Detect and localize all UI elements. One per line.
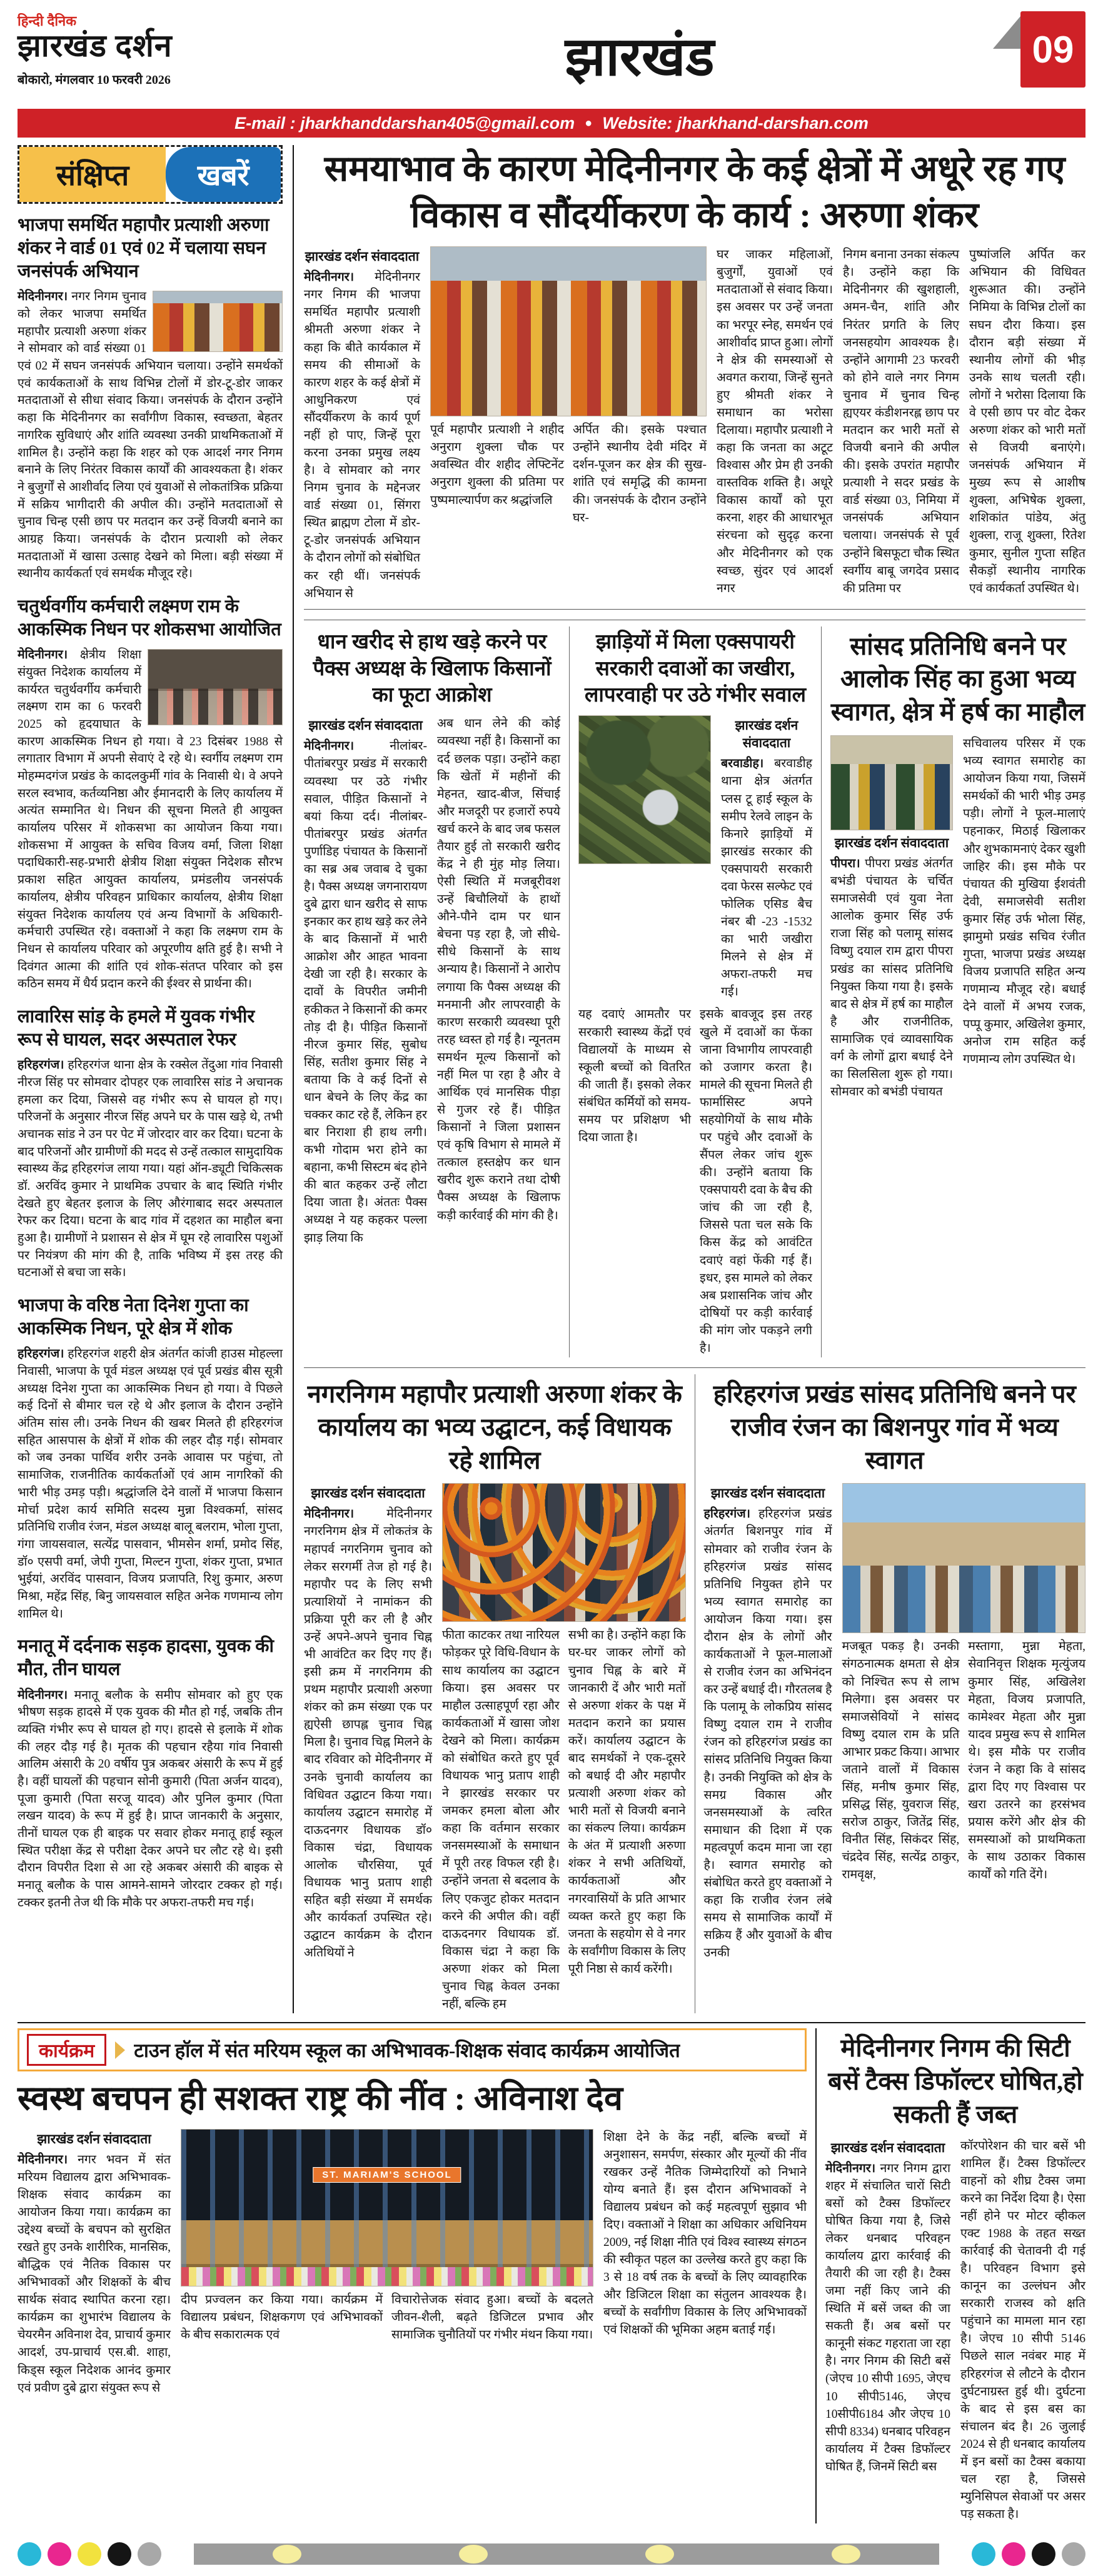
byline: झारखंड दर्शन संवाददाता xyxy=(305,249,420,264)
brief-body: नगर निगम चुनाव को लेकर भाजपा समर्थित महापौर प्रत्याशी अरुणा शंकर ने सोमवार को वार्ड संख्या 01 एवं 02 में सघन जनसंपर्क अभियान चलाया। उन्होंने समर्थकों एवं कार्यकताओं के साथ विभिन्न टोलों में डोर-टू-डोर जाकर मतदाताओं से सीधा संवाद किया। जनसंपर्क के दौरान उन्होंने कहा कि मेदिनीनगर का सर्वांगीण विकास, स्वच्छता, बेहतर नागरिक सुविधाएं और शांति व्यवस्था उनकी प्राथमिकताओं में शामिल है। उन्होंने कहा कि शहर को एक आदर्श नगर निगम बनाने के लिए निरंतर विकास कार्यों की आवश्यकता है। शंकर ने बुजुर्गों से आशीर्वाद लिया एवं युवाओं से लोकतांत्रिक प्रक्रिया में सक्रिय भागीदारी की अपील की। उन्होंने मतदाताओं से चुनाव चिन्ह एसी छाप पर मतदान कर उन्हें विजयी बनाने का आग्रह किया। जनसंपर्क के दौरान प्रत्याशी को लेकर मतदाताओं में खासा उत्साह देखने को मिला। बड़ी संख्या में स्थानीय कार्यकर्ता एवं समर्थक मौजूद रहे। xyxy=(18,290,283,581)
school-banner-text: ST. MARIAM'S SCHOOL xyxy=(313,2167,461,2183)
article-column: नीलांबर-पीतांबरपुर प्रखंड में सरकारी व्यवस्था पर उठे गंभीर सवाल, पीड़ित किसानों ने बयां किया दर्द। नीलांबर-पीतांबरपुर प्रखंड अंतर्गत पुर्णाडिह पंचायत के किसानों का सब्र अब जवाब दे चुका है। पैक्स अध्यक्ष जगनारायण दुबे द्वारा धान खरीद से साफ इनकार कर हाथ खड़े कर लेने के बाद किसानों में भारी आक्रोश और आहत भावना देखी जा रही है। सरकार के दावों के विपरीत जमीनी हकीकत ने किसानों की कमर तोड़ दी है। पीड़ित किसानों नीरज कुमार सिंह, सुबोध सिंह, सतीश कुमार सिंह ने बताया कि वे कई दिनों से धान बेचने के लिए केंद्र का चक्कर काट रहे हैं, लेकिन हर बार निराशा ही हाथ लगी। कभी गोदाम भरा होने का बहाना, कभी सिस्टम बंद होने की बात कहकर उन्हें लौटा दिया जाता है। अंततः पैक्स अध्यक्ष ने यह कहकर पल्ला झाड़ लिया कि xyxy=(304,740,427,1245)
office-photo xyxy=(442,1483,686,1622)
lead-headline: समयाभाव के कारण मेदिनीनगर के कई क्षेत्रों में अधूरे रह गए विकास व सौंदर्यीकरण के कार्य : अरुणा शंकर xyxy=(324,149,1065,236)
article-column: शिक्षा देने के केंद्र नहीं, बल्कि बच्चों में अनुशासन, समर्पण, संस्कार और मूल्यों की नींव रखकर उन्हें नैतिक जिम्मेदारियों को निभाने योग्य बनाते हैं। इस दौरान अभिभावकों ने विद्यालय प्रबंधन को कई महत्वपूर्ण सुझाव भी दिए। वक्ताओं ने शिक्षा का अधिकार अधिनियम 2009, नई शिक्षा नीति एवं विश्व स्वास्थ्य संगठन की स्वीकृत पहल का उल्लेख करते हुए कहा कि 3 से 18 वर्ष तक के बच्चों के लिए व्यावहारिक और डिजिटल शिक्षा का संतुलन आवश्यक है। बच्चों के सर्वांगीण विकास के लिए अभिभावकों एवं शिक्षकों की भूमिका अहम बताई गई। xyxy=(603,2130,807,2337)
program-label: कार्यक्रम xyxy=(27,2034,106,2066)
school-photo xyxy=(181,2129,593,2287)
article-column: सभी का है। उन्होंने कहा कि घर-घर जाकर लोगों को चुनाव चिह्न के बारे में जानकारी दें और भारी मतों से अरुणा शंकर के पक्ष में मतदान कराने का प्रयास करें। कार्यालय उद्घाटन के बाद समर्थकों ने एक-दूसरे को बधाई दी और महापौर प्रत्याशी अरुणा शंकर को भारी मतों से विजयी बनाने का संकल्प लिया। कार्यक्रम के अंत में प्रत्याशी अरुणा शंकर ने सभी अतिथियों, कार्यकताओं और नगरवासियों के प्रति आभार व्यक्त करते हुए कहा कि जनता के सहयोग से वे नगर के सर्वांगीण विकास के लिए पूरी निष्ठा से कार्य करेंगी। xyxy=(568,1629,686,1976)
article-column: बरवाडीह थाना क्षेत्र अंतर्गत प्लस टू हाई स्कूल के समीप रेलवे लाइन के किनारे झाड़ियों में झारखंड सरकार की एक्सपायरी सरकारी दवा फेरस सल्फेट एवं फोलिक एसिड बैच नंबर बी -23 -1532 का भारी जखीरा मिलने से क्षेत्र में अफरा-तफरी मच गई। xyxy=(721,757,812,999)
cyan-dot-icon xyxy=(18,2542,41,2566)
article-column: हरिहरगंज प्रखंड अंतर्गत बिशनपुर गांव में सोमवार को राजीव रंजन के हरिहरगंज प्रखंड सांसद प्रतिनिधि नियुक्त होने पर भव्य स्वागत समारोह का आयोजन किया गया। इस दौरान क्षेत्र के लोगों और कार्यकताओं ने फूल-मालाओं से राजीव रंजन का अभिनंदन कर उन्हें बधाई दी। गौरतलब है कि पलामू के लोकप्रिय सांसद विष्णु दयाल राम ने राजीव रंजन को हरिहरगंज प्रखंड का सांसद प्रतिनिधि नियुक्त किया है। उनकी नियुक्ति को क्षेत्र के समग्र विकास और जनसमस्याओं के त्वरित समाधान की दिशा में एक महत्वपूर्ण कदम माना जा रहा है। स्वागत समारोह को संबोधित करते हुए वक्ताओं ने कहा कि राजीव रंजन लंबे समय से सामाजिक कार्यों में सक्रिय हैं और युवाओं के बीच उनकी xyxy=(703,1507,832,1960)
black-dot-icon xyxy=(1032,2542,1055,2566)
byline: झारखंड दर्शन संवाददाता xyxy=(735,718,798,751)
black-dot-icon xyxy=(108,2542,131,2566)
yellow-dot-icon xyxy=(78,2542,101,2566)
byline: झारखंड दर्शन संवाददाता xyxy=(308,718,423,733)
brief-body: क्षेत्रीय शिक्षा संयुक्त निदेशक कार्यालय में कार्यरत चतुर्थवर्गीय कर्मचारी लक्ष्मण राम का 6 फरवरी 2025 को हृदयाघात के कारण आकस्मिक निधन हो गया। वे 23 दिसंबर 1988 से लगातार विभाग में अपनी सेवाएं दे रहे थे। स्वर्गीय लक्ष्मण राम मोहम्मदगंज प्रखंड के कादलकुर्मी गांव के निवासी थे। वे अपने सरल स्वभाव, कर्तव्यनिष्ठा और ईमानदारी के लिए कार्यालय में अत्यंत सम्मानित थे। निधन की सूचना मिलते ही आयुक्त कार्यालय परिसर में शोकसभा का आयोजन किया गया। शोकसभा में आयुक्त के सचिव विजय वर्मा, जिला शिक्षा पदाधिकारी-सह-प्रभारी क्षेत्रीय शिक्षा संयुक्त निदेशक सौरभ प्रकाश सहित आयुक्त कार्यालय, प्रमंडलीय जनसंपर्क कार्यालय, क्षेत्रीय परिवहन प्राधिकार कार्यालय, क्षेत्रीय शिक्षा संयुक्त निदेशक कार्यालय एवं अन्य विभागों के अधिकारी-कर्मचारी उपस्थित रहे। वक्ताओं ने कहा कि लक्ष्मण राम के निधन से कार्यालय परिवार को अपूरणीय क्षति हुई है। सभी ने दिवंगत आत्मा की शांति एवं शोक-संतप्त परिवार को इस कठिन समय में धैर्य प्रदान करने की ईश्वर से प्रार्थना की। xyxy=(18,648,283,991)
brief-headline: भाजपा के वरिष्ठ नेता दिनेश गुप्ता का आकस्मिक निधन, पूरे क्षेत्र में शोक xyxy=(18,1296,249,1339)
gray-dot-icon xyxy=(138,2542,161,2566)
article-column: मेदिनीनगर नगर निगम की भाजपा समर्थित महापौर प्रत्याशी श्रीमती अरुणा शंकर ने कहा कि बीते कार्यकाल में समय की सीमाओं के कारण शहर के कई क्षेत्रों में आधुनिकरण एवं सौंदर्यीकरण के कार्य पूर्ण नहीं हो पाए, जिन्हें पूरा करना उनका प्रमुख लक्ष्य है। वे सोमवार को नगर निगम चुनाव के मद्देनजर वार्ड संख्या 01, सिंगरा स्थित ब्राह्मण टोला में डोर-टू-डोर जनसंपर्क अभियान के दौरान लोगों को संबोधित कर रही थीं। जनसंपर्क अभियान से xyxy=(304,271,420,600)
article-headline: सांसद प्रतिनिधि बनने पर आलोक सिंह का हुआ भव्य स्वागत, क्षेत्र में हर्ष का माहौल xyxy=(830,631,1085,727)
brief-body: मनातू बलौक के समीप सोमवार को हुए एक भीषण सड़क हादसे में एक युवक की मौत हो गई, जबकि तीन व्यक्ति गंभीर रूप से घायल हो गए। हादसे से इलाके में शोक की लहर दौड़ गई है। मृतक की पहचान रहैया गांव निवासी आलिम अंसारी के 20 वर्षीय पुत्र अकबर अंसारी के रूप में हुई है। वहीं घायलों की पहचान सोनी कुमारी (पिता अर्जन यादव), पूजा कुमारी (पिता सरजू यादव) और पुनिल कुमार (पिता लखन यादव) के रूप में हुई है। प्राप्त जानकारी के अनुसार, तीनों घायल एक ही बाइक पर सवार होकर मनातू हाई स्कूल स्थित परीक्षा केंद्र से परीक्षा देकर अपने घर लौट रहे थे। इसी दौरान विपरीत दिशा से आ रहे अकबर अंसारी की बाइक से मनातू बलौक के पास आमने-सामने जोरदार टक्कर हो गई। टक्कर इतनी तेज थी कि मौके पर अफरा-तफरी मच गई। xyxy=(18,1688,283,1909)
brief-item xyxy=(18,1635,283,1911)
main-well xyxy=(294,145,1085,2013)
article-column: कॉरपोरेशन की चार बसें भी शामिल हैं। टैक्स डिफॉल्टर वाहनों को शीघ्र टैक्स जमा करने का निर्देश दिया है। ऐसा नहीं होने पर मोटर व्हीकल एक्ट 1988 के तहत सख्त कार्रवाई की चेतावनी दी गई है। परिवहन विभाग इसे कानून का उल्लंघन और सरकारी राजस्व को क्षति पहुंचाने का मामला मान रहा है। जेएच 10 सीपी 5146 पिछले साल नवंबर माह में हरिहरगंज से लौटने के दौरान दुर्घटनाग्रस्त हुई थी। दुर्घटना के बाद से इस बस का संचालन बंद है। 26 जुलाई 2024 से ही धनबाद कार्यालय में इन बसों का टैक्स बकाया चल रहा है, जिससे म्युनिसिपल सेवाओं पर असर पड़ सकता है। xyxy=(960,2139,1085,2522)
article-headline: झाड़ियों में मिला एक्सपायरी सरकारी दवाओं का जखीरा, लापरवाही पर उठे गंभीर सवाल xyxy=(584,630,807,707)
bullet-icon: ● xyxy=(585,116,593,130)
dateline: मेदिनीनगर। xyxy=(304,1507,355,1521)
article-headline: धान खरीद से हाथ खड़े करने पर पैक्स अध्यक्ष के खिलाफ किसानों का फूटा आक्रोश xyxy=(313,630,552,707)
article-column: पीपरा प्रखंड अंतर्गत बभंडी पंचायत के चर्चित समाजसेवी एवं युवा नेता आलोक कुमार सिंह उर्फ राजा सिंह को पलामू सांसद विष्णु दयाल राम द्वारा पीपरा प्रखंड का सांसद प्रतिनिधि नियुक्त किया गया है। इसके बाद से क्षेत्र में हर्ष का माहौल है और राजनीतिक, सामाजिक एवं व्यावसायिक वर्ग के लोगों द्वारा बधाई देने का सिलसिला शुरू हो गया। सोमवार को बभंडी पंचायत xyxy=(830,857,953,1099)
school-article xyxy=(18,2078,807,2397)
article-column: निगम बनाना उनका संकल्प है। उन्होंने कहा कि मेदिनीनगर की खुशहाली, अमन-चैन, शांति और निरंतर प्रगति के लिए जनसहयोग आवश्यक है। उन्होंने आगामी 23 फरवरी को होने वाले नगर निगम चुनाव में चुनाव चिन्ह ह्यएयर कंडीशनरह्ल छाप पर मतदान कर भारी मतों से विजयी बनाने की अपील की। इसके उपरांत महापौर प्रत्याशी ने सदर प्रखंड के वार्ड संख्या 03, निमिया में जनसंपर्क अभियान चलाया। जनसंपर्क से पूर्व उन्होंने बिसफूटा चौक स्थित स्वर्गीय बाबू जगदेव प्रसाद की प्रतिमा पर xyxy=(843,248,959,595)
article-band xyxy=(304,620,1085,1357)
dateline: हरिहरगंज। xyxy=(703,1507,751,1521)
dateline: मेदिनीनगर। xyxy=(825,2161,876,2175)
magenta-dot-icon xyxy=(1002,2542,1025,2566)
dateline: पीपरा। xyxy=(830,857,860,871)
page-number: 09 xyxy=(1020,11,1085,88)
gray-dot-icon xyxy=(1062,2542,1085,2566)
article-column: यह दवाएं आमतौर पर सरकारी स्वास्थ्य केंद्रों एवं विद्यालयों के माध्यम से स्कूली बच्चों को वितरित की जाती हैं। इसको लेकर संबंधित कर्मियों को समय-समय पर प्रशिक्षण भी दिया जाता है। xyxy=(578,1008,691,1144)
article-column: पुष्पांजलि अर्पित कर अभियान की विधिवत शुरूआत की। उन्होंने निमिया के विभिन्न टोलों का सघन दौरा किया। इस दौरान बड़ी संख्या में स्थानीय लोगों की भीड़ उनके साथ चलती रही। लोगों ने भरोसा दिलाया कि वे एसी छाप पर वोट देकर अरुणा शंकर को भारी मतों से विजयी बनाएंगे। जनसंपर्क अभियान में मुख्य रूप से आशीष शुक्ला, अभिषेक शुक्ला, शशिकांत पांडेय, अंतु शुक्ला, राजू शुक्ला, रितेश कुमार, सुनील गुप्ता सहित सैकड़ों स्थानीय नागरिक एवं कार्यकर्ता उपस्थित थे। xyxy=(969,248,1085,595)
article-column: नगर निगम द्वारा शहर में संचालित चारों सिटी बसों को टैक्स डिफॉल्टर घोषित किया गया है, जिसे लेकर धनबाद परिवहन कार्यालय द्वारा कार्रवाई की तैयारी की जा रही है। टैक्स जमा नहीं किए जाने की स्थिति में बसें जब्त की जा सकती हैं। अब बसों पर कानूनी संकट गहराता जा रहा है। नगर निगम की सिटी बसें (जेएच 10 सीपी 1695, जेएच 10 सीपी5146, जेएच 10सीपी6184 और जेएच 10 सीपी 8334) धनबाद परिवहन कार्यालय में टैक्स डिफॉल्टर घोषित हैं, जिनमें सिटी बस xyxy=(825,2161,950,2473)
brief-item xyxy=(18,595,283,993)
medicine-photo xyxy=(578,715,711,864)
content-columns xyxy=(18,145,1085,2013)
office-article xyxy=(304,1374,686,2013)
article-column: घर जाकर महिलाओं, बुजुर्गों, युवाओं एवं मतदाताओं से संवाद किया। इस अवसर पर उन्हें जनता का भरपूर स्नेह, समर्थन एवं आशीर्वाद प्राप्त हुआ। लोगों ने क्षेत्र की समस्याओं से अवगत कराया, जिन्हें सुनते हुए श्रीमती शंकर ने समाधान का भरोसा दिलाया। महापौर प्रत्याशी ने कहा कि जनता का अटूट विश्वास और प्रेम ही उनकी वास्तविक शक्ति है। अधूरे विकास कार्यों को पूरा करना, शहर की आधारभूत संरचना को सुदृढ़ करना और मेदिनीनगर को एक स्वच्छ, सुंदर एवं आदर्श नगर xyxy=(717,248,833,595)
registration-mark-icon xyxy=(273,2545,301,2563)
alok-article xyxy=(821,626,1085,1357)
article-column: मजबूत पकड़ है। उनकी संगठनात्मक क्षमता से क्षेत्र को निश्चित रूप से लाभ मिलेगा। इस अवसर पर समाजसेवियों ने सांसद विष्णु दयाल राम के प्रति आभार प्रकट किया। आभार जताने वालों में विकास सिंह, मनीष कुमार सिंह, प्रसिद्ध सिंह, युवराज सिंह, सरोज ठाकुर, जितेंद्र सिंह, विनीत सिंह, सिकंदर सिंह, चंद्रदेव सिंह, सत्येंद्र ठाकुर, रामवृक्ष, xyxy=(842,1640,960,1882)
briefs-title-right: खबरें xyxy=(166,147,281,202)
byline: झारखंड दर्शन संवाददाता xyxy=(311,1486,425,1501)
article-headline: मेदिनीनगर निगम की सिटी बसें टैक्स डिफॉल्टर घोषित,हो सकती हैं जब्त xyxy=(828,2034,1083,2128)
brief-photo xyxy=(153,291,283,352)
rajeev-photo xyxy=(842,1483,1086,1633)
corner-triangle-icon xyxy=(993,16,1020,49)
article-column: पूर्व महापौर प्रत्याशी ने शहीद अनुराग शुक्ला चौक पर अवस्थित वीर शहीद लेफ्टिनेंट अनुराग शुक्ला की प्रतिमा पर पुष्पमाल्यार्पण कर श्रद्धांजलि xyxy=(430,423,564,507)
program-headline: टाउन हॉल में संत मरियम स्कूल का अभिभावक-शिक्षक संवाद कार्यक्रम आयोजित xyxy=(134,2039,680,2061)
dateline: मेदिनीनगर। xyxy=(304,271,355,284)
page-section-title: झारखंड xyxy=(565,27,715,87)
cyan-dot-icon xyxy=(972,2542,995,2566)
chevron-right-icon xyxy=(115,2041,125,2059)
article-column: इसके बावजूद इस तरह खुले में दवाओं का फेंका जाना विभागीय लापरवाही को उजागर करता है। मामले की सूचना मिलते ही फार्मासिस्ट अपने सहयोगियों के साथ मौके पर पहुंचे और दवाओं के सैंपल लेकर जांच शुरू की। उन्होंने बताया कि एक्सपायरी दवा के बैच की जांच की जा रही है, जिससे पता चल सके कि किस केंद्र को आवंटित दवाएं वहां फेंकी गई हैं। इधर, इस मामले को लेकर अब प्रशासनिक जांच और दोषियों पर कड़ी कार्रवाई की मांग जोर पकड़ने लगी है। xyxy=(700,1008,812,1355)
brief-dateline: हरिहरगंज। xyxy=(18,1059,64,1072)
brief-headline: चतुर्थवर्गीय कर्मचारी लक्ष्मण राम के आकस्मिक निधन पर शोकसभा आयोजित xyxy=(18,596,281,640)
brief-item xyxy=(18,214,283,583)
registration-bar xyxy=(194,2543,939,2565)
article-column: मस्तागा, मुन्ना मेहता, सेवानिवृत्त शिक्षक मृत्युंजय कुमार सिंह, अखिलेश मेहता, विजय प्रजापति, कामेश्वर मेहता और मुन्ना यादव प्रमुख रूप से शामिल थे। इस मौके पर राजीव रंजन ने कहा कि वे सांसद द्वारा दिए गए विश्वास पर खरा उतरने का हरसंभव प्रयास करेंगे और क्षेत्र की समस्याओं को प्राथमिकता के साथ उठाकर विकास कार्यों को गति देंगे। xyxy=(968,1640,1085,1882)
bottom-left xyxy=(18,2028,815,2523)
brief-headline: भाजपा समर्थित महापौर प्रत्याशी अरुणा शंकर ने वार्ड 01 एवं 02 में चलाया सघन जनसंपर्क अभियान xyxy=(18,215,269,282)
program-strip xyxy=(18,2028,807,2071)
article-column: विचारोत्तेजक संवाद हुआ। बच्चों के बदलते जीवन-शैली, बढ़ते डिजिटल प्रभाव और सामाजिक चुनौतियों पर गंभीर मंथन किया गया। xyxy=(391,2293,593,2342)
byline: झारखंड दर्शन संवाददाता xyxy=(37,2131,151,2146)
registration-mark-icon xyxy=(459,2545,488,2563)
article-column: अब धान लेने की कोई व्यवस्था नहीं है। किसानों का दर्द छलक पड़ा। उन्होंने कहा कि खेतों में महीनों की मेहनत, खाद-बीज, सिंचाई और मजदूरी पर हजारों रुपये खर्च करने के बाद जब फसल तैयार हुई तो सरकारी खरीद केंद्र ने ही मुंह मोड़ लिया। ऐसी स्थिति में मजबूरीवश उन्हें बिचौलियों के हाथों औने-पौने दाम पर धान बेचना पड़ रहा है, जो सीधे-सीधे किसानों के साथ अन्याय है। किसानों ने आरोप लगाया कि पैक्स अध्यक्ष की मनमानी और लापरवाही के कारण सरकारी व्यवस्था पूरी तरह ध्वस्त हो गई है। न्यूनतम समर्थन मूल्य किसानों को नहीं मिल पा रहा है और वे आर्थिक एवं मानसिक पीड़ा से गुजर रहे हैं। पीड़ित किसानों ने जिला प्रशासन एवं कृषि विभाग से मामले में तत्काल हस्तक्षेप कर धान खरीद शुरू कराने तथा दोषी पैक्स अध्यक्ष के खिलाफ कड़ी कार्रवाई की मांग की है। xyxy=(437,717,560,1222)
brief-dateline: मेदिनीनगर। xyxy=(18,1688,68,1702)
masthead xyxy=(18,11,1085,106)
contact-bar xyxy=(18,109,1085,138)
briefs-title-left: संक्षिप्त xyxy=(19,147,166,202)
magenta-dot-icon xyxy=(48,2542,71,2566)
brief-dateline: मेदिनीनगर। xyxy=(18,648,68,662)
briefs-header xyxy=(18,145,283,204)
article-column: अर्पित की। इसके पश्चात उन्होंने स्थानीय देवी मंदिर में दर्शन-पूजन कर क्षेत्र की सुख-शांति एवं समृद्धि की कामना की। जनसंपर्क के दौरान उन्होंने घर- xyxy=(573,423,707,525)
page-number-block xyxy=(993,11,1085,88)
email-label: E-mail : jharkhanddarshan405@gmail.com xyxy=(234,113,575,133)
article-column: दीप प्रज्वलन कर किया गया। कार्यक्रम में विद्यालय प्रबंधन, शिक्षकगण एवं अभिभावकों के बीच सकारात्मक एवं xyxy=(181,2293,383,2342)
registration-mark-icon xyxy=(645,2545,674,2563)
brief-body: हरिहरगंज शहरी क्षेत्र अंतर्गत कांजी हाउस मोहल्ला निवासी, भाजपा के पूर्व मंडल अध्यक्ष एवं पूर्व प्रखंड बीस सूत्री अध्यक्ष दिनेश गुप्ता का आकस्मिक निधन हो गया। वे पिछले कई दिनों से बीमार चल रहे थे और इलाज के दौरान उन्होंने अंतिम सांस ली। उनके निधन की खबर मिलते ही हरिहरगंज सहित आसपास के क्षेत्रों में शोक की लहर दौड़ गई। सोमवार को जब उनका पार्थिव शरीर उनके आवास पर पहुंचा, तो सामाजिक, राजनीतिक कार्यकर्ताओं एवं आम नागरिकों की भारी भीड़ उमड़ पड़ी। श्रद्धांजलि देने वालों में भाजपा किसान मोर्चा प्रदेश कार्य समिति सदस्य मुन्ना विश्वकर्मा, सांसद प्रतिनिधि राजीव रंजन, मंडल अध्यक्ष बालू बलराम, भोला गुप्ता, गंगा जायसवाल, सत्येंद्र पासवान, भीमसेन शर्मा, प्रमोद सिंह, डॉ० एसपी वर्मा, जेपी गुप्ता, मिल्टन गुप्ता, शंकर गुप्ता, प्रभात भुईयां, अरविंद पासवान, विजय प्रजापति, रिशु कुमार, अरुण मिश्रा, महेंद्र सिंह, बिनु जायसवाल सहित अनेक गणमान्य लोग शामिल थे। xyxy=(18,1347,283,1621)
brief-body: हरिहरगंज थाना क्षेत्र के रक्सेल तेंदुआ गांव निवासी नीरज सिंह पर सोमवार दोपहर एक लावारिस सांड ने अचानक हमला कर दिया, जिससे वह गंभीर रूप से घायल हो गए। परिजनों के अनुसार नीरज सिंह अपने घर के पास खड़े थे, तभी अचानक सांड ने उन पर पेट में जोरदार वार कर दिया। घटना के बाद परिजनों और ग्रामीणों की मदद से उन्हें तत्काल सामुदायिक स्वास्थ्य केंद्र हरिहरगंज लाया गया। यहां ऑन-ड्यूटी चिकित्सक डॉ. अरविंद कुमार ने प्राथमिक उपचार के बाद स्थिति गंभीर देखते हुए बेहतर इलाज के लिए औरंगाबाद सदर अस्पताल रेफर कर दिया। घटना के बाद गांव में दहशत का माहौल बना हुआ है। ग्रामीणों ने प्रशासन से क्षेत्र में घूम रहे लावारिस पशुओं पर नियंत्रण की मांग की है, ताकि भविष्य में इस तरह की घटनाओं से बचा जा सके। xyxy=(18,1059,283,1280)
bottom-band xyxy=(18,2022,1085,2523)
print-footer xyxy=(18,2541,1085,2567)
brief-item xyxy=(18,1005,283,1282)
registration-mark-icon xyxy=(832,2545,860,2563)
brief-dateline: हरिहरगंज। xyxy=(18,1347,64,1361)
briefs-column xyxy=(18,145,294,2013)
article-column: फीता काटकर तथा नारियल फोड़कर पूरे विधि-विधान के साथ कार्यालय का उद्घाटन किया। इस अवसर पर माहौल उत्साहपूर्ण रहा और कार्यकताओं में खासा जोश देखने को मिला। कार्यक्रम को संबोधित करते हुए पूर्व विधायक भानु प्रताप शाही ने झारखंड सरकार पर जमकर हमला बोला और कहा कि वर्तमान सरकार जनसमस्याओं के समाधान में पूरी तरह विफल रही है। उन्होंने जनता से बदलाव के लिए एकजुट होकर मतदान करने की अपील की। वहीं दाऊदनगर विधायक डॉ. विकास चंद्रा ने कहा कि अरुणा शंकर को मिला चुनाव चिह्न केवल उनका नहीं, बल्कि हम xyxy=(442,1629,560,2011)
rajeev-article xyxy=(695,1374,1086,2013)
article-headline: नगरनिगम महापौर प्रत्याशी अरुणा शंकर के कार्यालय का भव्य उद्घाटन, कई विधायक रहे शामिल xyxy=(307,1380,682,1474)
brief-item xyxy=(18,1294,283,1623)
article-headline: स्वस्थ बचपन ही सशक्त राष्ट्र की नींव : अविनाश देव xyxy=(18,2080,623,2118)
byline: झारखंड दर्शन संवाददाता xyxy=(830,2140,945,2155)
buses-article xyxy=(815,2028,1085,2523)
paddy-article xyxy=(304,626,560,1357)
brief-dateline: मेदिनीनगर। xyxy=(18,290,68,304)
dateline: बरवाडीह। xyxy=(721,757,764,771)
brief-photo xyxy=(148,649,283,725)
medicine-article xyxy=(569,626,812,1357)
article-headline: हरिहरगंज प्रखंड सांसद प्रतिनिधि बनने पर राजीव रंजन का बिशनपुर गांव में भव्य स्वागत xyxy=(713,1380,1076,1474)
article-column: मेदिनीनगर नगरनिगम क्षेत्र में लोकतंत्र के महापर्व नगरनिगम चुनाव को लेकर सरगर्मी तेज हो गई है। महापौर पद के लिए सभी प्रत्याशियों ने नामांकन की प्रक्रिया पूरी कर ली है और उन्हें अपने-अपने चुनाव चिह्न भी आवंटित कर दिए गए हैं। इसी क्रम में नगरनिगम की प्रथम महापौर प्रत्याशी अरुणा शंकर को क्रम संख्या एक पर ह्यऐसी छापह्ल चुनाव चिह्न मिला है। चुनाव चिह्न मिलने के बाद रविवार को मेदिनीनगर में उनके चुनावी कार्यालय का विधिवत उद्घाटन किया गया। कार्यालय उद्घाटन समारोह में दाऊदनगर विधायक डॉ० विकास चंद्रा, विधायक आलोक चौरसिया, पूर्व विधायक भानु प्रताप शाही सहित बड़ी संख्या में समर्थक और कार्यकर्ता उपस्थित रहे। उद्घाटन कार्यक्रम के दौरान अतिथियों ने xyxy=(304,1507,432,1960)
byline: झारखंड दर्शन संवाददाता xyxy=(834,835,949,851)
brief-headline: लावारिस सांड़ के हमले में युवक गंभीर रूप से घायल, सदर अस्पताल रेफर xyxy=(18,1006,255,1050)
article-column: नगर भवन में संत मरियम विद्यालय द्वारा अभिभावक-शिक्षक संवाद कार्यक्रम का आयोजन किया गया। कार्यक्रम का उद्देश्य बच्चों के बचपन को सुरक्षित रखते हुए उनके शारीरिक, मानसिक, बौद्धिक एवं नैतिक विकास पर अभिभावकों और शिक्षकों के बीच सार्थक संवाद स्थापित करना रहा। कार्यक्रम का शुभारंभ विद्यालय के चेयरमैन अविनाश देव, प्राचार्य कुमार आदर्श, उप-प्राचार्य एस.बी. शाहा, किड्स स्कूल निदेशक आनंद कुमार एवं प्रवीण दुबे द्वारा संयुक्त रूप से xyxy=(18,2153,171,2395)
alok-photo xyxy=(830,735,953,830)
lead-article xyxy=(304,146,1085,610)
dateline: मेदिनीनगर। xyxy=(304,740,355,753)
dateline: मेदिनीनगर। xyxy=(18,2153,68,2166)
paper-name: झारखंड दर्शन xyxy=(18,28,173,63)
brief-headline: मनातू में दर्दनाक सड़क हादसा, युवक की मौत, तीन घायल xyxy=(18,1636,274,1680)
website-label: Website: jharkhand-darshan.com xyxy=(602,113,869,133)
paper-tagline: हिन्दी दैनिक xyxy=(18,13,77,29)
article-column: सचिवालय परिसर में एक भव्य स्वागत समारोह का आयोजन किया गया, जिसमें समर्थकों की भारी भीड़ उमड़ पड़ी। लोगों ने फूल-मालाएं पहनाकर, मिठाई खिलाकर और शुभकामनाएं देकर खुशी जाहिर की। इस मौके पर पंचायत की मुखिया ईशवंती देवी, समाजसेवी सतीश कुमार सिंह उर्फ भोला सिंह, झामुमो प्रखंड सचिव रंजीत गुप्ता, भाजपा प्रखंड अध्यक्ष विजय प्रजापति सहित अन्य गणमान्य मौजूद रहे। बधाई देने वालों में अभय रजक, पप्पू कुमार, अखिलेश कुमार, अनोज राम सहित कई गणमान्य लोग उपस्थित थे। xyxy=(963,737,1085,1067)
edition-dateline: बोकारो, मंगलवार 10 फरवरी 2026 xyxy=(18,73,171,87)
lead-photo xyxy=(430,246,707,416)
masthead-left xyxy=(18,11,286,88)
article-band xyxy=(304,1367,1085,2013)
byline: झारखंड दर्शन संवाददाता xyxy=(710,1486,825,1501)
